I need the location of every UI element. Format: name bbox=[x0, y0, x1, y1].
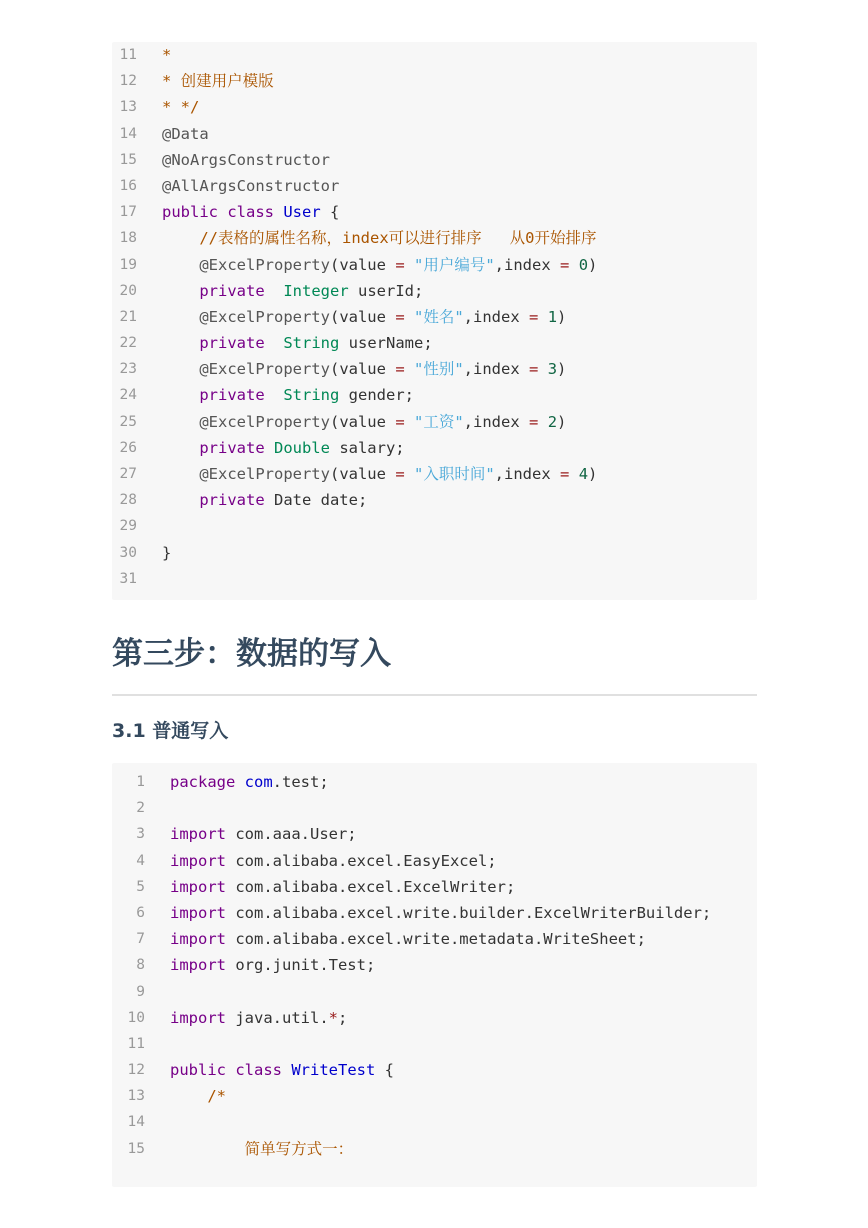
code-line bbox=[112, 952, 757, 978]
code-token: (value bbox=[329, 255, 396, 274]
code-text bbox=[162, 199, 339, 225]
line-number: 20 bbox=[119, 282, 137, 299]
line-number: 12 bbox=[127, 1062, 145, 1079]
code-line bbox=[112, 68, 757, 94]
code-text bbox=[170, 1083, 226, 1109]
line-number: 28 bbox=[119, 492, 137, 509]
code-line bbox=[112, 356, 757, 382]
line-number: 23 bbox=[119, 361, 137, 378]
code-token: @ExcelProperty bbox=[199, 412, 330, 431]
code-line bbox=[112, 487, 757, 513]
line-number: 2 bbox=[136, 800, 145, 817]
line-number: 11 bbox=[119, 47, 137, 63]
code-token bbox=[569, 256, 578, 274]
heading-divider bbox=[112, 694, 757, 696]
code-token: "工资" bbox=[414, 412, 464, 431]
code-line bbox=[112, 926, 757, 952]
code-token: = bbox=[395, 255, 405, 274]
code-token: Integer bbox=[283, 281, 349, 300]
code-token: private bbox=[199, 438, 274, 457]
code-token: ,index bbox=[494, 255, 560, 274]
code-token: ) bbox=[557, 412, 567, 431]
code-token: * 创建用户模版 bbox=[162, 72, 274, 91]
code-text bbox=[170, 769, 329, 795]
code-text bbox=[162, 330, 433, 356]
code-token: @ExcelProperty bbox=[199, 255, 330, 274]
code-token: salary; bbox=[329, 438, 405, 457]
code-token bbox=[162, 386, 199, 404]
code-token bbox=[162, 413, 199, 431]
line-number: 27 bbox=[119, 466, 137, 482]
code-token: 3 bbox=[547, 360, 558, 379]
code-token bbox=[265, 282, 284, 300]
line-number: 18 bbox=[119, 230, 137, 247]
code-token: = bbox=[395, 307, 405, 326]
code-line bbox=[112, 330, 757, 356]
line-number: 15 bbox=[127, 1140, 145, 1157]
line-number: 21 bbox=[119, 308, 137, 325]
code-token: * bbox=[328, 1008, 338, 1027]
code-text bbox=[170, 848, 497, 874]
code-token: @ExcelProperty bbox=[199, 360, 330, 379]
code-token: ,index bbox=[463, 412, 529, 431]
code-line bbox=[112, 147, 757, 173]
line-number: 16 bbox=[119, 177, 137, 194]
code-token: /* bbox=[207, 1087, 226, 1106]
line-number: 17 bbox=[119, 204, 137, 221]
code-token: import bbox=[170, 1008, 236, 1027]
code-lines bbox=[112, 769, 757, 1162]
line-number: 22 bbox=[119, 335, 137, 352]
code-line bbox=[112, 199, 757, 225]
code-token: import bbox=[170, 903, 236, 922]
code-token bbox=[162, 465, 199, 483]
code-text bbox=[162, 94, 199, 120]
code-token: ,index bbox=[463, 360, 529, 379]
line-number: 10 bbox=[127, 1009, 145, 1026]
code-text bbox=[162, 225, 596, 251]
code-token: @ExcelProperty bbox=[199, 307, 330, 326]
code-text bbox=[162, 278, 423, 304]
line-number: 31 bbox=[119, 570, 137, 587]
code-token: private bbox=[199, 334, 265, 353]
code-line bbox=[112, 821, 757, 847]
code-token: com.alibaba.excel.EasyExcel; bbox=[235, 851, 497, 870]
code-token: = bbox=[395, 360, 405, 379]
code-token: = bbox=[529, 412, 539, 431]
code-text bbox=[162, 252, 597, 278]
code-token bbox=[162, 360, 199, 378]
line-number: 3 bbox=[136, 826, 145, 843]
code-token: ) bbox=[557, 360, 567, 379]
code-token: Double bbox=[273, 438, 330, 457]
code-token: .test; bbox=[272, 773, 329, 791]
code-text bbox=[162, 147, 330, 173]
code-line bbox=[112, 461, 757, 487]
code-text bbox=[170, 821, 357, 847]
code-token: private bbox=[199, 281, 265, 300]
code-token: @NoArgsConstructor bbox=[162, 150, 330, 169]
code-line bbox=[112, 121, 757, 147]
code-token: (value bbox=[329, 307, 396, 326]
code-token: private bbox=[199, 491, 274, 510]
code-line bbox=[112, 1136, 757, 1162]
line-number: 6 bbox=[136, 904, 145, 921]
code-lines bbox=[112, 42, 757, 592]
code-token: import bbox=[170, 930, 236, 949]
code-line bbox=[112, 225, 757, 251]
code-token bbox=[405, 465, 414, 483]
code-token: 0 bbox=[578, 255, 589, 274]
code-text bbox=[162, 461, 597, 487]
code-token: { bbox=[320, 203, 340, 222]
code-token: com.alibaba.excel.ExcelWriter; bbox=[235, 877, 516, 896]
code-line bbox=[112, 874, 757, 900]
code-line bbox=[112, 979, 757, 1005]
code-token: org.junit.Test; bbox=[235, 956, 376, 975]
code-block-user-class bbox=[112, 42, 757, 600]
code-text bbox=[162, 68, 274, 94]
code-line bbox=[112, 435, 757, 461]
code-token: = bbox=[529, 307, 539, 326]
code-token: 2 bbox=[547, 412, 558, 431]
code-line bbox=[112, 566, 757, 592]
code-token: String bbox=[283, 386, 340, 405]
code-token: com.aaa.User; bbox=[235, 825, 357, 844]
code-text bbox=[162, 356, 566, 382]
line-number: 14 bbox=[119, 125, 137, 142]
code-line bbox=[112, 1109, 757, 1135]
line-number: 1 bbox=[136, 774, 145, 790]
code-token bbox=[162, 256, 199, 274]
code-token: String bbox=[283, 334, 340, 353]
code-line bbox=[112, 173, 757, 199]
code-line bbox=[112, 382, 757, 408]
code-token: import bbox=[170, 877, 236, 896]
line-number: 24 bbox=[119, 387, 137, 404]
code-token: @AllArgsConstructor bbox=[162, 176, 340, 195]
code-token: ) bbox=[588, 465, 598, 483]
code-token: 1 bbox=[547, 307, 558, 326]
code-token: (value bbox=[329, 465, 396, 483]
code-line bbox=[112, 42, 757, 68]
code-text bbox=[170, 952, 375, 978]
line-number: 26 bbox=[119, 439, 137, 456]
line-number: 4 bbox=[136, 852, 145, 869]
code-token: "姓名" bbox=[414, 307, 464, 326]
line-number: 13 bbox=[127, 1088, 145, 1105]
line-number: 25 bbox=[119, 413, 137, 430]
code-line bbox=[112, 1057, 757, 1083]
code-token bbox=[265, 334, 284, 352]
code-token bbox=[162, 439, 199, 457]
code-text bbox=[170, 900, 711, 926]
line-number: 9 bbox=[136, 983, 145, 1000]
line-number: 15 bbox=[119, 151, 137, 168]
code-text bbox=[162, 173, 339, 199]
code-token: gender; bbox=[339, 386, 414, 405]
code-token: { bbox=[375, 1061, 394, 1080]
code-token: = bbox=[395, 465, 405, 483]
code-token: "用户编号" bbox=[414, 255, 495, 274]
code-token: = bbox=[560, 465, 570, 483]
code-token bbox=[538, 413, 547, 431]
code-token: "入职时间" bbox=[414, 465, 495, 483]
code-token bbox=[405, 256, 414, 274]
code-text bbox=[170, 1005, 347, 1031]
line-number: 7 bbox=[136, 931, 145, 948]
code-token bbox=[162, 282, 199, 300]
line-number: 8 bbox=[136, 957, 145, 974]
code-token: (value bbox=[329, 360, 396, 379]
code-token bbox=[538, 360, 547, 378]
code-token: userId; bbox=[348, 281, 424, 300]
code-token: userName; bbox=[339, 334, 433, 353]
code-token: com.alibaba.excel.write.metadata.WriteSheet; bbox=[235, 930, 646, 949]
code-line bbox=[112, 540, 757, 566]
line-number: 19 bbox=[119, 256, 137, 273]
code-token: class bbox=[227, 203, 284, 222]
code-token: "性别" bbox=[414, 360, 464, 379]
code-token: class bbox=[235, 1061, 292, 1080]
code-line bbox=[112, 304, 757, 330]
line-number: 12 bbox=[119, 73, 137, 90]
code-text bbox=[162, 409, 566, 435]
code-text bbox=[162, 435, 405, 461]
code-token: ) bbox=[557, 307, 567, 326]
code-token bbox=[162, 334, 199, 352]
code-token: com.alibaba.excel.write.builder.ExcelWriterBuilder; bbox=[235, 903, 712, 922]
code-token: ; bbox=[338, 1008, 348, 1027]
code-text bbox=[170, 926, 646, 952]
code-line bbox=[112, 513, 757, 539]
line-number: 29 bbox=[119, 518, 137, 535]
code-line bbox=[112, 848, 757, 874]
code-token: = bbox=[560, 255, 570, 274]
code-line bbox=[112, 278, 757, 304]
code-token: public bbox=[170, 1061, 236, 1080]
code-token: java.util. bbox=[235, 1008, 329, 1027]
line-number: 14 bbox=[127, 1114, 145, 1131]
code-token: package bbox=[170, 773, 245, 791]
subsection-heading: 3.1 普通写入 bbox=[112, 720, 229, 742]
code-line bbox=[112, 900, 757, 926]
code-token: //表格的属性名称，index可以进行排序 从0开始排序 bbox=[199, 229, 597, 248]
code-token bbox=[162, 308, 199, 326]
code-token: ) bbox=[588, 255, 598, 274]
code-token bbox=[170, 1087, 207, 1105]
code-token: Date date; bbox=[273, 491, 368, 510]
line-number: 5 bbox=[136, 878, 145, 895]
code-token: import bbox=[170, 956, 236, 975]
code-token: ,index bbox=[494, 465, 560, 483]
code-text bbox=[162, 382, 414, 408]
code-token bbox=[405, 308, 414, 326]
code-line bbox=[112, 795, 757, 821]
code-token bbox=[170, 1140, 245, 1158]
code-block-write-test bbox=[112, 763, 757, 1187]
code-token: * */ bbox=[162, 98, 200, 117]
code-text bbox=[162, 304, 566, 330]
code-text bbox=[162, 121, 209, 147]
code-text bbox=[162, 487, 367, 513]
code-token: = bbox=[395, 412, 405, 431]
code-line bbox=[112, 1031, 757, 1057]
code-token bbox=[538, 308, 547, 326]
code-token bbox=[162, 491, 199, 509]
code-token bbox=[265, 386, 284, 404]
code-text bbox=[170, 874, 515, 900]
line-number: 11 bbox=[127, 1035, 145, 1052]
code-token: com bbox=[244, 773, 273, 791]
code-token: 简单写方式一： bbox=[244, 1139, 354, 1158]
code-line bbox=[112, 1005, 757, 1031]
code-token: private bbox=[199, 386, 265, 405]
code-text bbox=[170, 1057, 394, 1083]
code-token bbox=[405, 413, 414, 431]
code-token: @Data bbox=[162, 124, 209, 143]
code-text bbox=[162, 540, 171, 566]
line-number: 30 bbox=[119, 544, 137, 561]
code-token: 4 bbox=[578, 465, 589, 483]
code-token: User bbox=[283, 203, 321, 222]
code-token: WriteTest bbox=[291, 1061, 376, 1080]
code-token bbox=[162, 229, 199, 247]
code-token: = bbox=[529, 360, 539, 379]
code-line bbox=[112, 769, 757, 795]
code-token: (value bbox=[329, 412, 396, 431]
code-token bbox=[405, 360, 414, 378]
code-line bbox=[112, 252, 757, 278]
code-token: } bbox=[162, 543, 172, 562]
section-heading: 第三步：数据的写入 bbox=[112, 636, 391, 672]
code-line bbox=[112, 409, 757, 435]
code-line bbox=[112, 94, 757, 120]
code-text bbox=[170, 1136, 353, 1162]
code-token bbox=[569, 465, 578, 483]
code-token: import bbox=[170, 825, 236, 844]
code-token: ,index bbox=[463, 307, 529, 326]
code-text bbox=[162, 42, 171, 68]
code-token: import bbox=[170, 851, 236, 870]
code-token: * bbox=[162, 46, 172, 64]
line-number: 13 bbox=[119, 99, 137, 116]
code-token: @ExcelProperty bbox=[199, 465, 330, 483]
code-token: public bbox=[162, 203, 228, 222]
code-line bbox=[112, 1083, 757, 1109]
